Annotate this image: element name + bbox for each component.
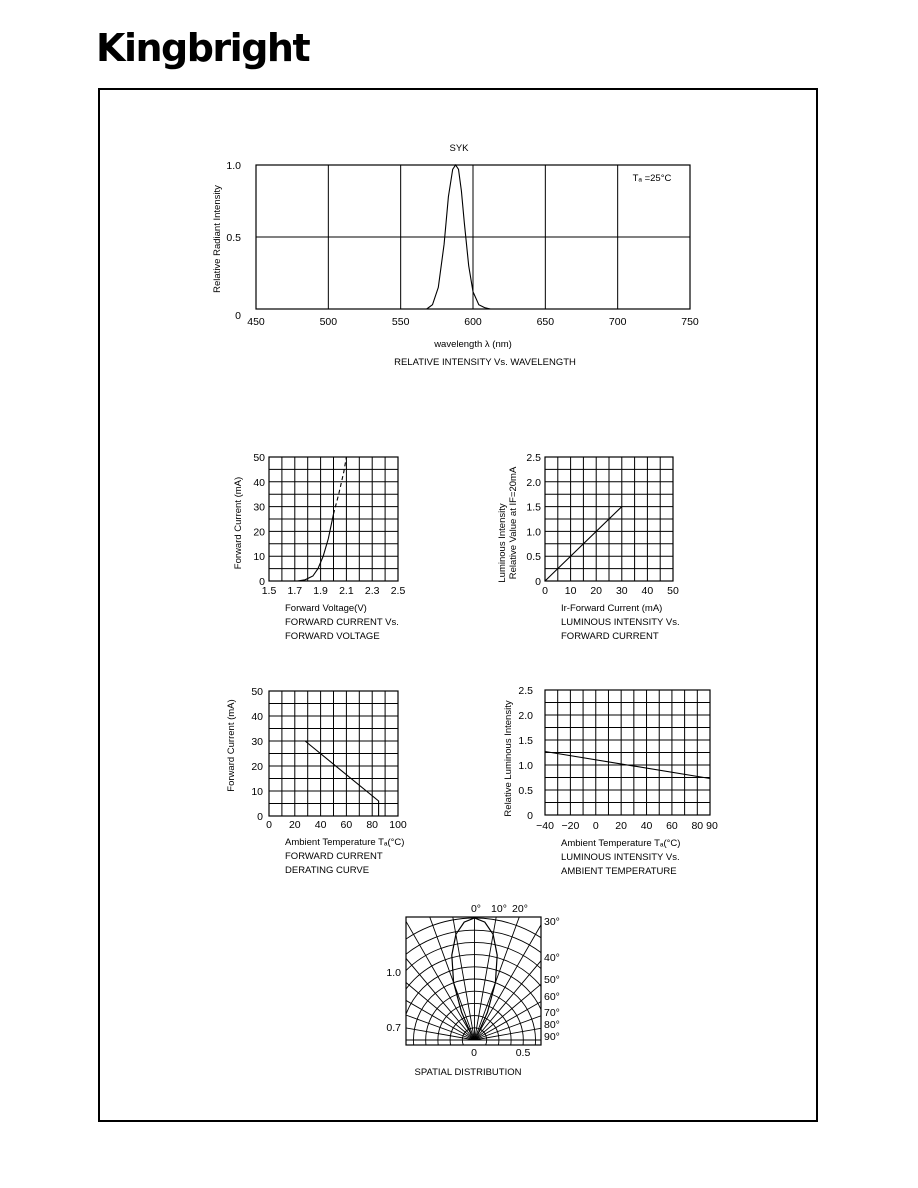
lum-current-caption: FORWARD CURRENT <box>561 631 659 642</box>
spectrum-y-axis-label: Relative Radiant Intensity <box>212 185 223 293</box>
iv-x-tick-label: 1.7 <box>287 585 303 597</box>
spatial-angle-label: 50° <box>544 974 560 986</box>
iv-x-tick-label: 2.1 <box>339 585 354 597</box>
lum-temp-caption: AMBIENT TEMPERATURE <box>561 866 677 877</box>
lum-current-y-tick-label: 1.5 <box>526 501 541 514</box>
spatial-radial-line <box>475 940 648 1040</box>
spatial-angle-label: 80° <box>544 1019 560 1031</box>
lum-temp-x-tick-label: 40 <box>640 820 653 832</box>
iv-series-line-0 <box>297 514 333 581</box>
lum-temp-y-tick-label: 0 <box>527 810 533 822</box>
lum-current-y-tick-label: 1.0 <box>526 526 541 539</box>
spectrum-title: SYK <box>449 143 469 154</box>
spatial-grid-group <box>275 840 675 1162</box>
iv-y-axis-label: Forward Current (mA) <box>233 476 244 570</box>
lum-temp-y-axis-label: Relative Luminous Intensity <box>503 700 514 817</box>
derating-caption: FORWARD CURRENT <box>285 851 383 862</box>
spectrum-x-tick-label: 450 <box>247 316 265 328</box>
spectrum-x-tick-label: 650 <box>536 316 555 328</box>
iv-y-tick-label: 20 <box>253 526 265 539</box>
derating-x-tick-label: 0 <box>266 819 272 831</box>
lum-current-y-axis-label2: Relative Value at IF=20mA <box>508 466 519 580</box>
derating-y-tick-label: 30 <box>251 736 263 748</box>
spatial-angle-label: 70° <box>544 1007 560 1019</box>
derating-y-tick-label: 10 <box>251 786 263 798</box>
derating-x-tick-label: 100 <box>389 819 407 831</box>
lum-current-caption: LUMINOUS INTENSITY Vs. <box>561 617 680 628</box>
iv-caption: FORWARD CURRENT Vs. <box>285 617 399 628</box>
spatial-bottom-label: 0 <box>471 1047 477 1059</box>
lum-current-y-tick-label: 0.5 <box>526 551 541 564</box>
spatial-angle-label: 60° <box>544 991 560 1003</box>
derating-caption: DERATING CURVE <box>285 865 370 876</box>
lum-temp-x-tick-label: −40 <box>536 820 554 832</box>
derating-x-tick-label: 20 <box>288 819 301 831</box>
spatial-bottom-label: 0.5 <box>515 1047 531 1059</box>
kingbright-logo: Kingbright <box>96 26 310 70</box>
lum-temp-x-axis-label: Ambient Temperature Tₐ(°C) <box>561 838 681 849</box>
iv-x-axis-label: Forward Voltage(V) <box>285 603 367 614</box>
spectrum-y-tick-label: 0 <box>235 310 241 322</box>
spectrum-x-tick-label: 550 <box>391 316 410 328</box>
spectrum-y-tick-label: 0.5 <box>226 232 241 244</box>
lum-current-x-axis-label: Ir-Forward Current (mA) <box>561 603 663 614</box>
lum-temp-x-tick-label: 20 <box>615 820 627 832</box>
lum-current-y-tick-label: 0 <box>535 576 541 588</box>
spatial-caption: SPATIAL DISTRIBUTION <box>414 1067 522 1078</box>
spatial-angle-label: 90° <box>544 1031 560 1043</box>
lum-current-y-tick-label: 2.0 <box>526 476 541 489</box>
iv-x-tick-label: 1.9 <box>313 585 328 597</box>
iv-y-tick-label: 40 <box>253 476 265 489</box>
spatial-left-label: 1.0 <box>386 967 401 979</box>
lum-temp-y-tick-label: 2.0 <box>518 710 533 722</box>
spatial-angle-label: 40° <box>544 952 560 964</box>
spatial-angle-label: 0° <box>470 903 482 915</box>
lum-current-y-tick-label: 2.5 <box>526 452 541 464</box>
spatial-angle-label: 20° <box>512 903 528 915</box>
derating-y-tick-label: 50 <box>251 686 263 698</box>
lum-temp-x-tick-label: 80 <box>691 820 704 832</box>
lum-current-x-tick-label: 0 <box>542 585 548 597</box>
derating-x-tick-label: 80 <box>366 819 379 831</box>
lum-current-x-tick-label: 30 <box>615 585 628 597</box>
spectrum-x-tick-label: 600 <box>464 316 482 328</box>
lum-current-y-axis-label: Luminous Intensity <box>497 503 508 583</box>
spatial-angle-label: 10° <box>491 903 507 915</box>
lum-current-x-tick-label: 20 <box>590 585 603 597</box>
lum-temp-x-tick-label: 90 <box>706 820 718 832</box>
spatial-left-label: 0.7 <box>386 1022 401 1034</box>
lum-temp-x-tick-label: 0 <box>592 820 599 832</box>
derating-x-axis-label: Ambient Temperature Tₐ(°C) <box>285 837 405 848</box>
derating-y-axis-label: Forward Current (mA) <box>226 699 237 792</box>
spectrum-y-tick-label: 1.0 <box>226 160 241 172</box>
iv-x-tick-label: 1.5 <box>261 585 277 597</box>
derating-y-tick-label: 40 <box>251 711 263 723</box>
iv-y-tick-label: 0 <box>259 576 265 588</box>
iv-series-line-1 <box>334 457 347 514</box>
lum-temp-x-tick-label: −20 <box>561 820 580 832</box>
lum-temp-x-tick-label: 60 <box>666 820 678 832</box>
derating-y-tick-label: 20 <box>251 761 263 773</box>
lum-temp-y-tick-label: 1.5 <box>518 735 533 747</box>
lum-current-x-tick-label: 40 <box>641 585 654 597</box>
lum-temp-caption: LUMINOUS INTENSITY Vs. <box>561 852 680 863</box>
spectrum-annotation: Tₐ =25°C <box>632 173 672 184</box>
derating-y-tick-label: 0 <box>257 811 263 823</box>
derating-x-tick-label: 40 <box>314 819 327 831</box>
spectrum-x-tick-label: 750 <box>681 316 699 328</box>
lum-current-x-tick-label: 50 <box>667 585 679 597</box>
spectrum-x-tick-label: 700 <box>608 316 627 328</box>
iv-x-tick-label: 2.3 <box>364 585 380 597</box>
iv-y-tick-label: 10 <box>253 551 265 564</box>
spatial-angle-label: 30° <box>544 916 560 928</box>
lum-temp-y-tick-label: 1.0 <box>518 760 533 772</box>
iv-y-tick-label: 30 <box>253 501 265 514</box>
derating-x-tick-label: 60 <box>340 819 353 831</box>
iv-x-tick-label: 2.5 <box>390 585 406 597</box>
lum-temp-y-tick-label: 0.5 <box>518 785 533 797</box>
spectrum-x-axis-label: wavelength λ (nm) <box>434 339 512 350</box>
iv-caption: FORWARD VOLTAGE <box>285 631 380 642</box>
spectrum-caption: RELATIVE INTENSITY Vs. WAVELENGTH <box>394 357 576 368</box>
iv-y-tick-label: 50 <box>253 452 265 464</box>
lum-current-x-tick-label: 10 <box>564 585 577 597</box>
lum-temp-y-tick-label: 2.5 <box>518 685 533 697</box>
spectrum-x-tick-label: 500 <box>319 316 338 328</box>
